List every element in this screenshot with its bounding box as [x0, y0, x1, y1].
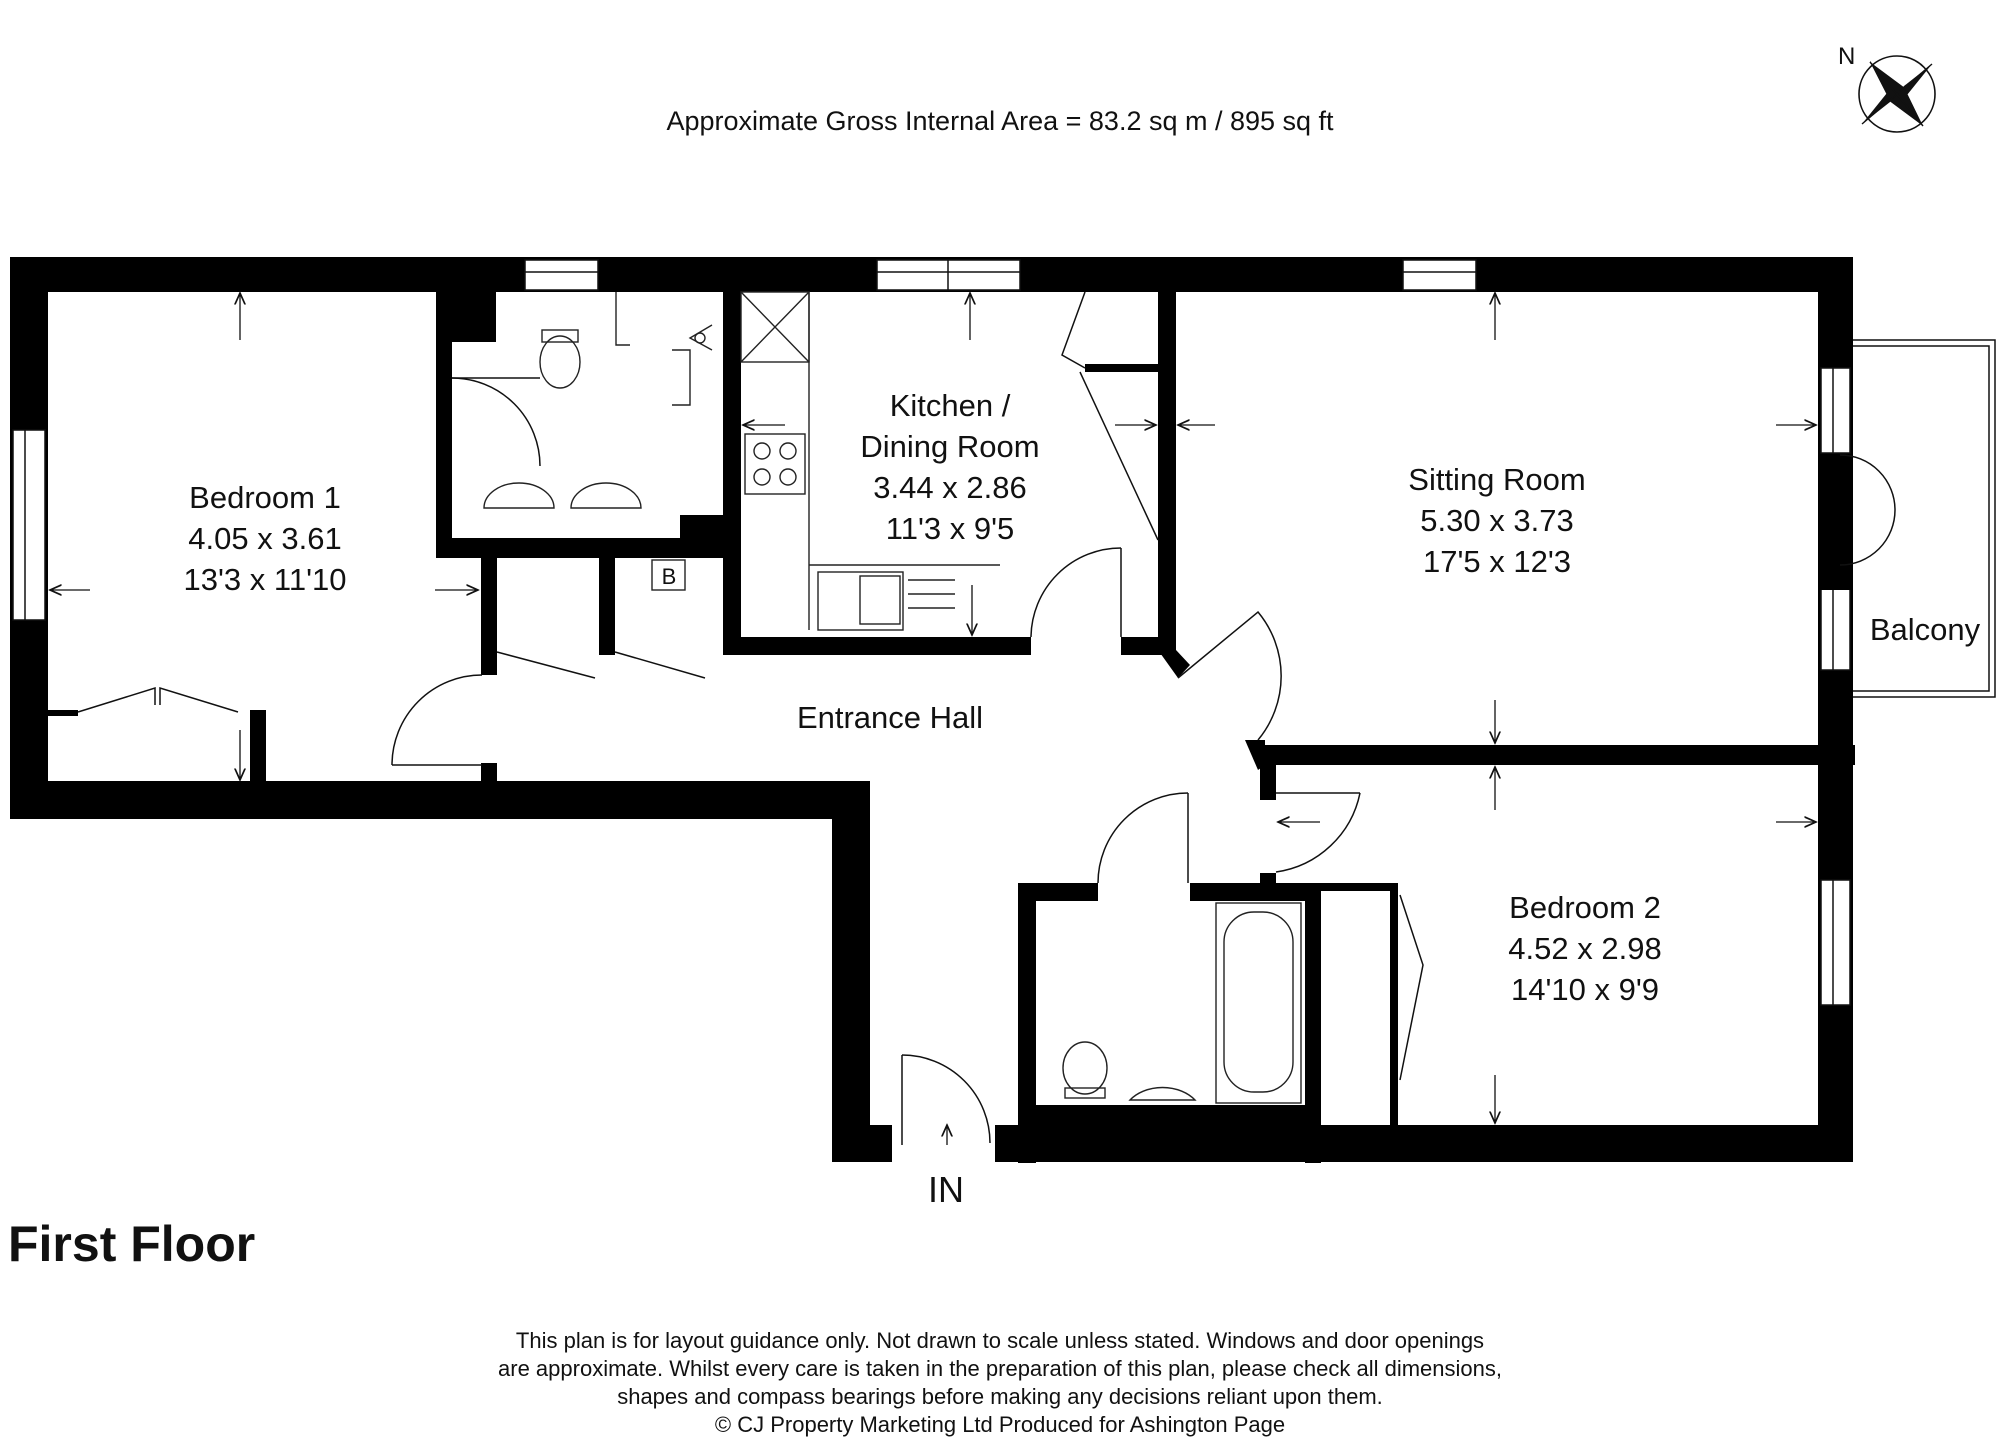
sitting-room-name: Sitting Room	[1408, 462, 1586, 497]
balcony-name: Balcony	[1869, 612, 1981, 647]
bedroom1-imperial: 13'3 x 11'10	[183, 562, 347, 597]
basin-icon	[484, 483, 554, 508]
bedroom1-metric: 4.05 x 3.61	[188, 521, 342, 556]
disclaimer-line: are approximate. Whilst every care is taken in the preparation of this plan, please check all dimensions,	[498, 1356, 1502, 1381]
basin-icon	[571, 483, 641, 508]
toilet-icon	[540, 336, 580, 388]
gross-internal-area: Approximate Gross Internal Area = 83.2 sq m / 895 sq ft	[666, 106, 1334, 136]
copyright-line: © CJ Property Marketing Ltd Produced for Ashington Page	[714, 1412, 1286, 1437]
kitchen-imperial: 11'3 x 9'5	[885, 511, 1015, 546]
bedroom2-metric: 4.52 x 2.98	[1508, 931, 1662, 966]
kitchen-name-1: Kitchen /	[889, 388, 1011, 423]
entrance-label: IN	[928, 1169, 964, 1210]
sitting-room-metric: 5.30 x 3.73	[1420, 503, 1574, 538]
disclaimer-line: shapes and compass bearings before making any decisions reliant upon them.	[617, 1384, 1383, 1409]
bath-icon	[1216, 903, 1301, 1103]
disclaimer-line: This plan is for layout guidance only. Not drawn to scale unless stated. Windows and door openings	[515, 1328, 1485, 1353]
basin-icon	[1130, 1087, 1195, 1100]
kitchen-metric: 3.44 x 2.86	[873, 470, 1027, 505]
disclaimer	[380, 1327, 1620, 1439]
bedroom1-name: Bedroom 1	[189, 480, 341, 515]
toilet-icon	[1063, 1042, 1107, 1094]
bedroom2-name: Bedroom 2	[1509, 890, 1661, 925]
boiler-label: B	[661, 564, 677, 589]
bedroom2-imperial: 14'10 x 9'9	[1510, 972, 1660, 1007]
hob-icon	[745, 434, 805, 494]
floor-label: First Floor	[8, 1216, 256, 1272]
kitchen-name-2: Dining Room	[860, 429, 1040, 464]
sitting-room-imperial: 17'5 x 12'3	[1422, 544, 1572, 579]
entrance-hall-name: Entrance Hall	[796, 700, 984, 735]
compass-icon	[1838, 43, 1935, 132]
compass-north-label: N	[1838, 43, 1856, 70]
